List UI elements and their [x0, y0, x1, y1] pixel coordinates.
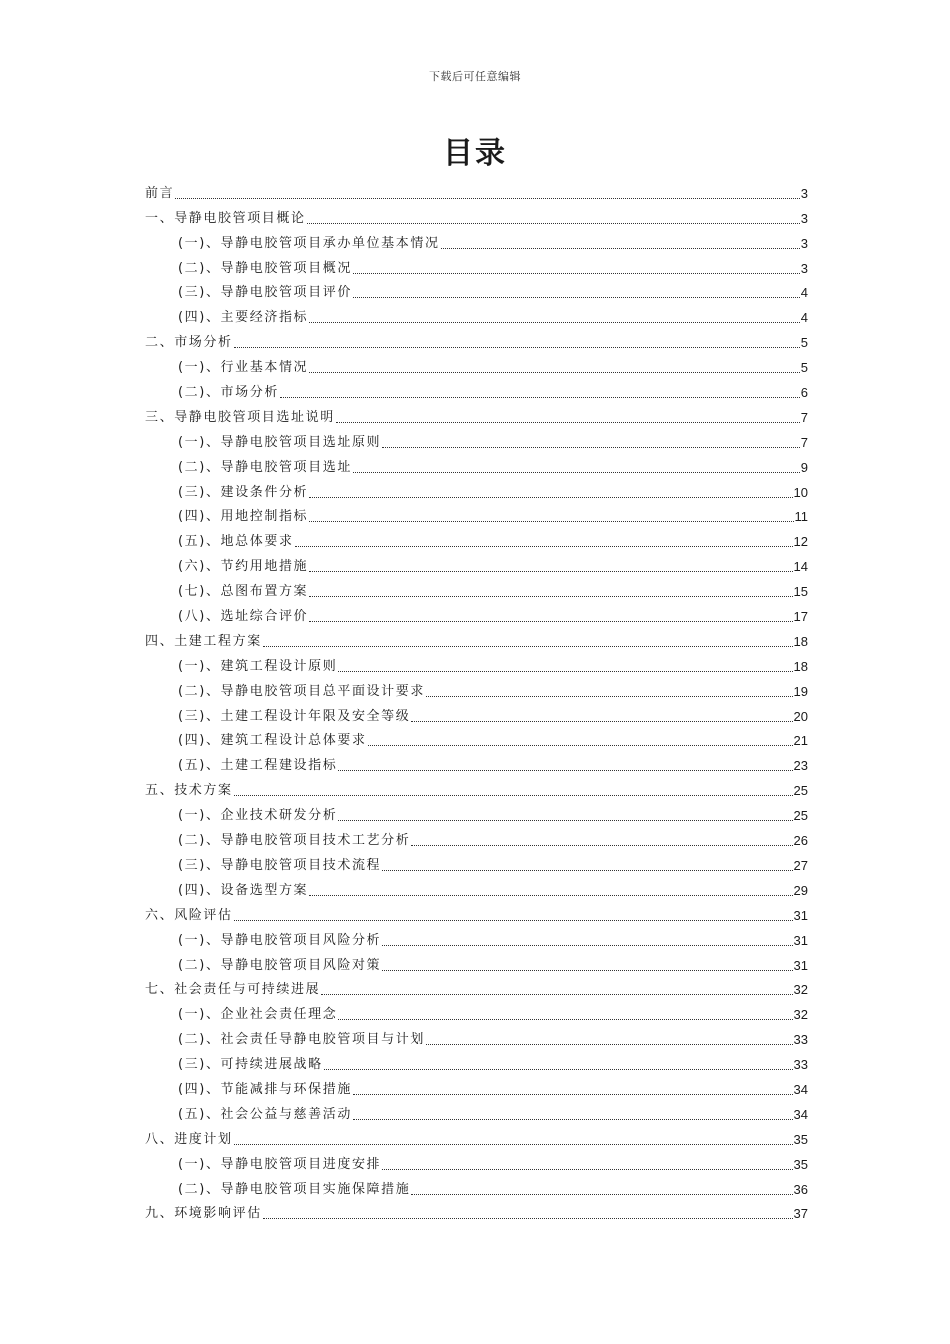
toc-entry-label: (二)、导静电胶管项目实施保障措施 — [178, 1181, 411, 1197]
toc-dot-leader — [280, 387, 800, 398]
toc-dot-leader — [234, 337, 800, 348]
table-of-contents — [145, 177, 808, 1222]
toc-dot-leader — [382, 437, 800, 448]
toc-dot-leader — [382, 1159, 792, 1170]
toc-entry-label: 三、导静电胶管项目选址说明 — [145, 409, 335, 425]
toc-entry[interactable] — [145, 476, 808, 501]
toc-entry-page-number: 23 — [793, 758, 808, 774]
toc-entry-page-number: 5 — [800, 335, 808, 351]
toc-entry-page-number: 33 — [793, 1057, 808, 1073]
toc-entry-label: (二)、导静电胶管项目选址 — [178, 459, 352, 475]
toc-entry[interactable] — [145, 351, 808, 376]
toc-entry[interactable] — [145, 451, 808, 476]
toc-entry-page-number: 27 — [793, 857, 808, 873]
toc-dot-leader — [336, 412, 800, 423]
toc-entry-page-number: 6 — [800, 385, 808, 401]
toc-entry-page-number: 31 — [793, 932, 808, 948]
toc-dot-leader — [441, 238, 800, 249]
toc-entry-label: (五)、土建工程建设指标 — [178, 758, 338, 774]
toc-entry-page-number: 20 — [793, 708, 808, 724]
toc-dot-leader — [234, 910, 793, 921]
toc-entry-label: (二)、市场分析 — [178, 385, 279, 401]
toc-entry[interactable] — [145, 874, 808, 899]
toc-dot-leader — [353, 462, 800, 473]
toc-entry[interactable] — [145, 575, 808, 600]
toc-dot-leader — [338, 760, 792, 771]
toc-entry-label: (五)、社会公益与慈善活动 — [178, 1106, 352, 1122]
toc-dot-leader — [382, 935, 792, 946]
toc-entry-page-number: 29 — [793, 882, 808, 898]
toc-entry-page-number: 3 — [800, 235, 808, 251]
toc-dot-leader — [309, 561, 792, 572]
toc-entry-label: (二)、导静电胶管项目风险对策 — [178, 957, 382, 973]
toc-entry[interactable] — [145, 501, 808, 526]
toc-entry-label: 四、土建工程方案 — [145, 633, 262, 649]
toc-entry[interactable] — [145, 252, 808, 277]
toc-entry-page-number: 3 — [800, 260, 808, 276]
toc-dot-leader — [263, 636, 793, 647]
toc-entry-page-number: 7 — [800, 434, 808, 450]
toc-entry[interactable] — [145, 749, 808, 774]
toc-dot-leader — [426, 1034, 793, 1045]
toc-entry[interactable] — [145, 974, 808, 999]
toc-entry-label: 九、环境影响评估 — [145, 1206, 262, 1222]
toc-entry-label: (二)、导静电胶管项目总平面设计要求 — [178, 683, 425, 699]
toc-entry[interactable] — [145, 401, 808, 426]
toc-entry-label: (二)、导静电胶管项目技术工艺分析 — [178, 833, 411, 849]
toc-entry-page-number: 25 — [793, 808, 808, 824]
toc-dot-leader — [338, 810, 792, 821]
toc-entry-label: 二、市场分析 — [145, 335, 233, 351]
toc-entry-page-number: 14 — [793, 559, 808, 575]
toc-entry-label: (一)、企业技术研发分析 — [178, 808, 338, 824]
toc-entry-page-number: 18 — [793, 633, 808, 649]
toc-entry[interactable] — [145, 650, 808, 675]
toc-dot-leader — [309, 487, 792, 498]
toc-entry[interactable] — [145, 1098, 808, 1123]
toc-entry-label: (七)、总图布置方案 — [178, 584, 309, 600]
toc-entry-page-number: 19 — [793, 683, 808, 699]
toc-entry-label: (八)、选址综合评价 — [178, 609, 309, 625]
toc-entry[interactable] — [145, 949, 808, 974]
toc-entry[interactable] — [145, 1073, 808, 1098]
toc-entry-page-number: 32 — [793, 1007, 808, 1023]
toc-entry-page-number: 7 — [800, 409, 808, 425]
toc-entry-page-number: 31 — [793, 957, 808, 973]
toc-dot-leader — [234, 1134, 793, 1145]
toc-dot-leader — [263, 1208, 793, 1219]
toc-dot-leader — [353, 263, 800, 274]
toc-entry-page-number: 4 — [800, 310, 808, 326]
toc-entry[interactable] — [145, 675, 808, 700]
toc-entry-page-number: 11 — [794, 509, 808, 525]
toc-entry[interactable] — [145, 301, 808, 326]
toc-dot-leader — [309, 885, 792, 896]
toc-entry-page-number: 21 — [793, 733, 808, 749]
toc-entry[interactable] — [145, 1123, 808, 1148]
toc-entry[interactable] — [145, 998, 808, 1023]
toc-entry-label: (三)、导静电胶管项目评价 — [178, 285, 352, 301]
toc-entry-page-number: 35 — [793, 1131, 808, 1147]
toc-entry[interactable] — [145, 774, 808, 799]
toc-entry-label: 八、进度计划 — [145, 1131, 233, 1147]
toc-entry-page-number: 3 — [800, 185, 808, 201]
toc-dot-leader — [338, 1009, 792, 1020]
toc-dot-leader — [307, 213, 800, 224]
toc-entry-page-number: 37 — [793, 1206, 808, 1222]
toc-entry-page-number: 9 — [800, 459, 808, 475]
toc-entry-page-number: 3 — [800, 210, 808, 226]
toc-entry[interactable] — [145, 1048, 808, 1073]
toc-entry-label: 前言 — [145, 185, 175, 201]
toc-entry-label: (四)、建筑工程设计总体要求 — [178, 733, 367, 749]
toc-entry[interactable] — [145, 725, 808, 750]
toc-dot-leader — [411, 711, 792, 722]
toc-entry-label: (四)、用地控制指标 — [178, 509, 309, 525]
toc-entry-page-number: 5 — [800, 360, 808, 376]
toc-dot-leader — [309, 312, 800, 323]
toc-entry-page-number: 10 — [793, 484, 808, 500]
toc-entry-page-number: 18 — [793, 658, 808, 674]
toc-dot-leader — [295, 536, 793, 547]
toc-entry-label: (四)、设备选型方案 — [178, 882, 309, 898]
toc-dot-leader — [426, 686, 793, 697]
toc-entry[interactable] — [145, 899, 808, 924]
toc-entry-label: (三)、导静电胶管项目技术流程 — [178, 857, 382, 873]
toc-entry[interactable] — [145, 1023, 808, 1048]
toc-dot-leader — [411, 1184, 792, 1195]
toc-entry-page-number: 35 — [793, 1156, 808, 1172]
toc-entry-label: (一)、导静电胶管项目风险分析 — [178, 932, 382, 948]
toc-entry-label: 七、社会责任与可持续进展 — [145, 982, 321, 998]
toc-entry-label: (二)、导静电胶管项目概况 — [178, 260, 352, 276]
toc-entry[interactable] — [145, 426, 808, 451]
toc-dot-leader — [309, 362, 800, 373]
toc-entry-label: (一)、行业基本情况 — [178, 360, 309, 376]
toc-dot-leader — [309, 586, 792, 597]
toc-entry-page-number: 15 — [793, 584, 808, 600]
toc-entry[interactable] — [145, 202, 808, 227]
toc-entry-label: 一、导静电胶管项目概论 — [145, 210, 306, 226]
toc-entry-page-number: 12 — [793, 534, 808, 550]
toc-entry-label: (三)、建设条件分析 — [178, 484, 309, 500]
toc-entry-page-number: 34 — [793, 1081, 808, 1097]
toc-dot-leader — [309, 611, 792, 622]
toc-entry[interactable] — [145, 277, 808, 302]
toc-entry[interactable] — [145, 799, 808, 824]
toc-entry[interactable] — [145, 824, 808, 849]
toc-entry-label: (一)、导静电胶管项目进度安排 — [178, 1156, 382, 1172]
toc-entry[interactable] — [145, 550, 808, 575]
toc-dot-leader — [411, 835, 792, 846]
toc-dot-leader — [338, 661, 792, 672]
toc-entry-label: (三)、可持续进展战略 — [178, 1057, 323, 1073]
toc-dot-leader — [234, 785, 793, 796]
toc-entry[interactable] — [145, 1148, 808, 1173]
toc-entry-page-number: 34 — [793, 1106, 808, 1122]
toc-entry[interactable] — [145, 1198, 808, 1223]
toc-entry-page-number: 26 — [793, 833, 808, 849]
toc-entry[interactable] — [145, 700, 808, 725]
toc-entry-label: (一)、导静电胶管项目承办单位基本情况 — [178, 235, 440, 251]
toc-entry[interactable] — [145, 525, 808, 550]
toc-entry-page-number: 25 — [793, 783, 808, 799]
toc-dot-leader — [353, 1084, 793, 1095]
toc-entry-label: (四)、节能减排与环保措施 — [178, 1081, 352, 1097]
toc-entry[interactable] — [145, 376, 808, 401]
toc-entry[interactable] — [145, 600, 808, 625]
toc-entry-label: 六、风险评估 — [145, 907, 233, 923]
toc-entry-label: (三)、土建工程设计年限及安全等级 — [178, 708, 411, 724]
toc-entry-page-number: 32 — [793, 982, 808, 998]
toc-entry[interactable] — [145, 326, 808, 351]
toc-entry[interactable] — [145, 227, 808, 252]
toc-dot-leader — [324, 1059, 793, 1070]
toc-dot-leader — [321, 984, 792, 995]
toc-entry-page-number: 36 — [793, 1181, 808, 1197]
toc-entry-label: 五、技术方案 — [145, 783, 233, 799]
toc-entry[interactable] — [145, 177, 808, 202]
toc-entry-label: (六)、节约用地措施 — [178, 559, 309, 575]
toc-dot-leader — [175, 188, 800, 199]
toc-entry[interactable] — [145, 1173, 808, 1198]
toc-dot-leader — [353, 287, 800, 298]
toc-dot-leader — [382, 960, 792, 971]
toc-title: 目录 — [443, 136, 507, 171]
toc-dot-leader — [382, 860, 792, 871]
toc-entry-page-number: 31 — [793, 907, 808, 923]
toc-entry-label: (一)、导静电胶管项目选址原则 — [178, 434, 382, 450]
toc-entry-page-number: 33 — [793, 1032, 808, 1048]
toc-entry-label: (一)、企业社会责任理念 — [178, 1007, 338, 1023]
toc-entry[interactable] — [145, 849, 808, 874]
toc-entry-label: (一)、建筑工程设计原则 — [178, 658, 338, 674]
header-note: 下载后可任意编辑 — [429, 70, 521, 83]
toc-dot-leader — [353, 1109, 793, 1120]
toc-entry-label: (二)、社会责任导静电胶管项目与计划 — [178, 1032, 425, 1048]
toc-dot-leader — [309, 511, 793, 522]
toc-entry-label: (五)、地总体要求 — [178, 534, 294, 550]
toc-entry[interactable] — [145, 625, 808, 650]
toc-entry-page-number: 17 — [793, 609, 808, 625]
toc-dot-leader — [368, 735, 793, 746]
toc-entry-label: (四)、主要经济指标 — [178, 310, 309, 326]
toc-entry-page-number: 4 — [800, 285, 808, 301]
toc-entry[interactable] — [145, 924, 808, 949]
